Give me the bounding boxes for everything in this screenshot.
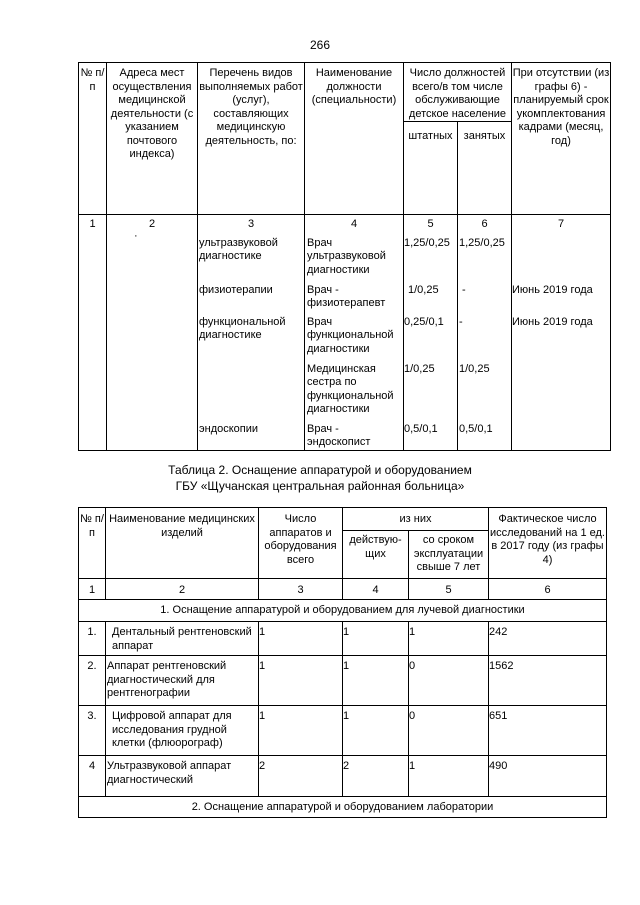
- t2-header-total: Число аппаратов и оборудования всего: [259, 508, 343, 579]
- work-item: физиотерапии: [199, 283, 273, 296]
- col-position-cell: [305, 215, 404, 451]
- table2-caption-line1: Таблица 2. Оснащение аппаратурой и оборудованием: [168, 463, 472, 477]
- row-number: 3.: [79, 706, 106, 756]
- device-studies: 1562: [489, 656, 607, 706]
- header-address: Адреса мест осуществления медицинской деятельности (с указанием почтового индекса): [107, 63, 198, 215]
- col-number-5: 5: [427, 218, 434, 230]
- row-number: 2.: [79, 656, 106, 706]
- device-studies: 490: [489, 756, 607, 797]
- work-item: ультразвуковой диагностике: [199, 236, 278, 262]
- t2-header-old: со сроком эксплуатации свыше 7 лет: [409, 531, 489, 579]
- occupied-value: 1,25/0,25: [459, 236, 505, 249]
- t2-header-number: № п/п: [79, 508, 106, 579]
- header-occupied: занятых: [458, 122, 512, 215]
- occupied-value: -: [459, 315, 463, 328]
- staff-value: 1/0,25: [404, 362, 435, 375]
- staff-value: 1/0,25: [408, 283, 439, 296]
- col-number-7: 7: [557, 218, 565, 230]
- section-heading: 1. Оснащение аппаратурой и оборудованием для лучевой диагностики: [79, 600, 607, 622]
- term-value: Июнь 2019 года: [512, 315, 593, 328]
- equipment-table: [78, 507, 607, 818]
- header-work-types: Перечень видов выполняемых работ (услуг), составляющих медицинскую деятельность, по:: [198, 63, 305, 215]
- device-old: 1: [409, 622, 489, 656]
- t2-header-name: Наименование медицинских изделий: [106, 508, 259, 579]
- t2-header-of-them: из них: [343, 508, 489, 531]
- col-number-3: 3: [247, 218, 255, 230]
- position-item: Врач функциональной диагностики: [307, 315, 394, 355]
- t2-col-number: 2: [106, 579, 259, 600]
- occupied-value: 1/0,25: [459, 362, 490, 375]
- col-work-cell: [198, 215, 305, 451]
- header-planned-term: При отсутствии (из графы 6) - планируемый срок укомплектования кадрами (месяц, год): [512, 63, 611, 215]
- section-heading: 2. Оснащение аппаратурой и оборудованием лаборатории: [79, 797, 607, 818]
- term-value: Июнь 2019 года: [512, 283, 593, 296]
- device-total: 1: [259, 622, 343, 656]
- header-number: № п/п: [79, 63, 107, 215]
- device-old: 1: [409, 756, 489, 797]
- t2-col-number: 4: [343, 579, 409, 600]
- device-name: Ультразвуковой аппарат диагностический: [106, 756, 259, 797]
- device-total: 1: [259, 706, 343, 756]
- t2-header-working: действую-щих: [343, 531, 409, 579]
- device-studies: 242: [489, 622, 607, 656]
- t2-col-number: 3: [259, 579, 343, 600]
- staff-value: 0,25/0,1: [404, 315, 444, 328]
- device-name: Аппарат рентгеновский диагностический для рентгенографии: [106, 656, 259, 706]
- header-position: Наименование должности (специальности): [305, 63, 404, 215]
- position-item: Врач ультразвуковой диагностики: [307, 236, 386, 276]
- occupied-value: 0,5/0,1: [459, 422, 493, 435]
- device-old: 0: [409, 656, 489, 706]
- device-total: 2: [259, 756, 343, 797]
- device-name: Цифровой аппарат для исследования грудной клетки (флюорограф): [106, 706, 259, 756]
- col-number-4: 4: [350, 218, 358, 230]
- device-working: 1: [343, 706, 409, 756]
- staffing-table: [78, 62, 611, 451]
- device-working: 1: [343, 656, 409, 706]
- occupied-value: -: [462, 283, 466, 296]
- t2-col-number: 1: [79, 579, 106, 600]
- device-studies: 651: [489, 706, 607, 756]
- table2-caption-line2: ГБУ «Щучанская центральная районная больница»: [175, 479, 465, 493]
- col-staff-cell: [404, 215, 458, 451]
- device-working: 1: [343, 622, 409, 656]
- col-number-2: 2 ·: [107, 215, 198, 451]
- row-number: 4: [79, 756, 106, 797]
- col-occupied-cell: [458, 215, 512, 451]
- col-number-6: 6: [481, 218, 488, 230]
- position-item: Врач - физиотерапевт: [307, 283, 386, 309]
- header-staff: штатных: [404, 122, 458, 215]
- page-number: 266: [309, 38, 331, 52]
- t2-header-studies: Фактическое число исследований на 1 ед. в 2017 году (из графы 4): [489, 508, 607, 579]
- t2-col-number: 6: [489, 579, 607, 600]
- header-positions-count: Число должностей всего/в том числе обслуживающие детское население: [404, 63, 512, 122]
- work-item: функциональной диагностике: [199, 315, 286, 341]
- col-term-cell: [512, 215, 611, 451]
- device-name: Дентальный рентгеновский аппарат: [106, 622, 259, 656]
- col-number-1: 1: [79, 215, 107, 451]
- device-old: 0: [409, 706, 489, 756]
- position-item: Врач - эндоскопист: [307, 422, 371, 448]
- staff-value: 0,5/0,1: [404, 422, 438, 435]
- stray-dot: ·: [134, 229, 138, 242]
- staff-value: 1,25/0,25: [404, 236, 450, 249]
- device-total: 1: [259, 656, 343, 706]
- position-item: Медицинская сестра по функциональной диагностики: [307, 362, 394, 415]
- t2-col-number: 5: [409, 579, 489, 600]
- row-number: 1.: [79, 622, 106, 656]
- device-working: 2: [343, 756, 409, 797]
- work-item: эндоскопии: [199, 422, 259, 435]
